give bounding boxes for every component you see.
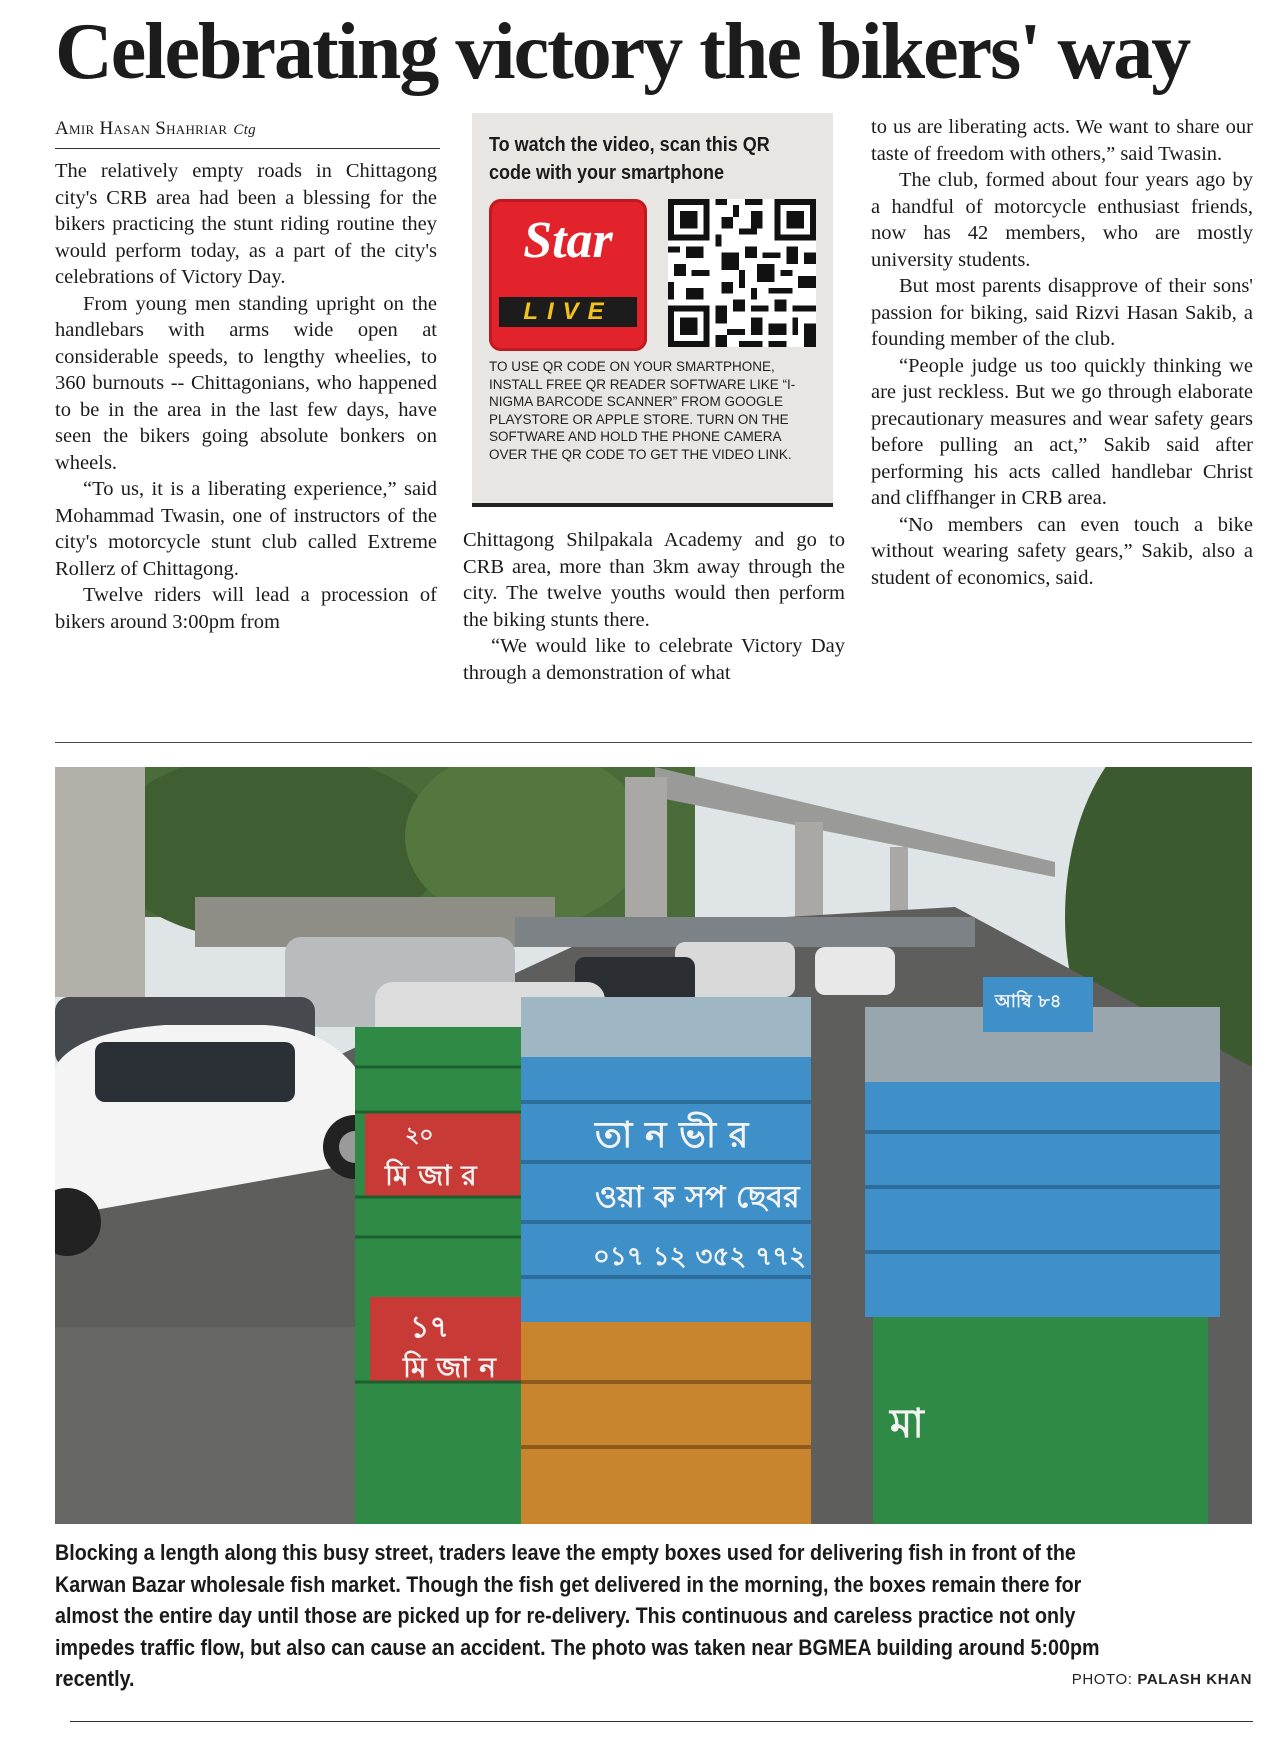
paragraph: “To us, it is a liberating experience,” said Mohammad Twasin, one of instructors of the city's motorcycle stunt club called Extreme Rollerz of Chittagong. — [55, 478, 437, 580]
box-label: মি জা র — [385, 1159, 477, 1192]
paragraph: The club, formed about four years ago by a handful of motorcycle enthusiast friends, now has 42 members, who are mostly university students. — [871, 169, 1253, 271]
paragraph: “We would like to celebrate Victory Day through a demonstration of what — [463, 635, 845, 684]
star-logo-word: Star — [523, 212, 613, 269]
photo-credit — [1072, 1671, 1252, 1688]
headline: Celebrating victory the bikers' way — [55, 8, 1190, 96]
paragraph: to us are liberating acts. We want to share our taste of freedom with others,” said Twasin. — [871, 116, 1253, 165]
qr-code-icon[interactable] — [668, 199, 816, 347]
byline-author: Amir Hasan Shahriar — [55, 118, 228, 139]
box-label: মি জা ন — [403, 1351, 496, 1384]
paragraph: Chittagong Shilpakala Academy and go to CRB area, more than 3km away through the city. The twelve youths would then perform the biking stunts there. — [463, 529, 845, 631]
byline-location: Ctg — [233, 122, 256, 138]
article-column-1 — [55, 158, 437, 635]
byline — [55, 118, 440, 149]
article-column-2 — [463, 527, 845, 686]
star-live-logo — [489, 199, 647, 351]
box-label: তা ন ভী র — [595, 1115, 749, 1156]
box-label: ০১৭ ১২ ৩৫২ ৭৭২ — [593, 1242, 807, 1272]
photo-caption: Blocking a length along this busy street, traders leave the empty boxes used for delivering fish in front of the Karwan Bazar wholesale fish market. Though the fish get delivered in the morning, the boxes remain there for almost the entire day until those are picked up for re-delivery. This continuous and careless practice not only impedes traffic flow, but also can cause an accident. The photo was taken near BGMEA building around 5:00pm recently. — [55, 1540, 1100, 1691]
box-label: ২০ — [405, 1123, 434, 1148]
qr-box-title: To watch the video, scan this QR code with your smartphone — [489, 134, 770, 184]
box-label: আম্বি ৮৪ — [995, 991, 1062, 1012]
live-logo-word: LIVE — [523, 298, 613, 325]
box-label: মা — [890, 1401, 924, 1447]
paragraph: “People judge us too quickly thinking we are just reckless. But we go through elaborate precautionary measures and wear safety gears before pulling an act,” Sakib said after performing his acts called handlebar Christ and cliffhanger in CRB area. — [871, 354, 1253, 509]
section-divider — [55, 742, 1252, 743]
paragraph: Twelve riders will lead a procession of bikers around 3:00pm from — [55, 584, 437, 633]
article-column-3 — [871, 114, 1253, 591]
paragraph: “No members can even touch a bike without wearing safety gears,” Sakib, also a student of economics, said. — [871, 513, 1253, 589]
box-label: ওয়া ক সপ ছেবর — [595, 1180, 800, 1215]
box-label: ১৭ — [410, 1310, 449, 1345]
live-band — [499, 297, 637, 327]
news-photo — [55, 767, 1252, 1524]
qr-instructions: TO USE QR CODE ON YOUR SMARTPHONE, INSTALL FREE QR READER SOFTWARE LIKE “I-NIGMA BARCODE SCANNER” FROM GOOGLE PLAYSTORE OR APPLE STORE. TURN ON THE SOFTWARE AND HOLD THE PHONE CAMERA OVER THE QR CODE TO GET THE VIDEO LINK. — [489, 359, 796, 462]
paragraph: But most parents disapprove of their sons' passion for biking, said Rizvi Hasan Sakib, a founding member of the club. — [871, 275, 1253, 350]
paragraph: From young men standing upright on the handlebars with arms wide open at considerable speeds, to lengthy wheelies, to 360 burnouts -- Chittagonians, who happened to be in the area in the last few days, have seen the bikers going absolute bonkers on wheels. — [55, 292, 437, 474]
paragraph: The relatively empty roads in Chittagong city's CRB area had been a blessing for the bikers practicing the stunt riding routine they would perform today, as a part of the city's celebrations of Victory Day. — [55, 160, 437, 288]
bottom-divider — [70, 1721, 1253, 1722]
photo-credit-label: PHOTO: — [1071, 1671, 1133, 1688]
photo-credit-name: PALASH KHAN — [1137, 1671, 1252, 1688]
qr-promo-box — [472, 113, 833, 507]
